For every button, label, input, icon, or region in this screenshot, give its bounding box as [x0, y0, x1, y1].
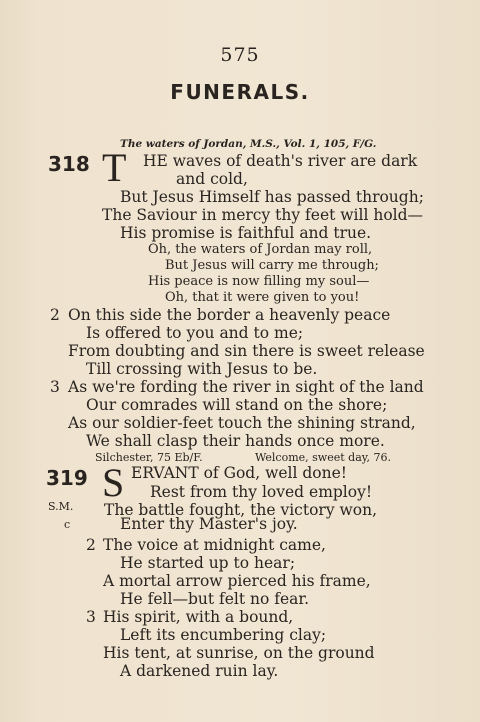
hymn-319-dropcap: S — [102, 460, 125, 505]
hymn-319-verse-2-line-3: A mortal arrow pierced his frame, — [103, 572, 371, 590]
hymn-319-line-3: The battle fought, the victory won, — [104, 501, 378, 519]
hymn-319-verse-3-number: 3 — [86, 608, 96, 626]
hymn-318-verse-2-line-2: Is offered to you and to me; — [86, 324, 304, 342]
hymn-318-chorus-4: Oh, that it were given to you! — [165, 290, 360, 305]
hymn-318-tune: The waters of Jordan, M.S., Vol. 1, 105, F/G. — [120, 138, 377, 150]
hymn-318-line-1: HE waves of death's river are dark — [143, 152, 418, 170]
hymn-318-line-2: and cold, — [176, 170, 248, 188]
hymn-318-verse-2-line-1: On this side the border a heavenly peace — [68, 306, 391, 324]
hymn-318-verse-2-line-3: From doubting and sin there is sweet release — [68, 342, 425, 360]
hymn-318-chorus-1: Oh, the waters of Jordan may roll, — [148, 242, 373, 257]
hymn-319-verse-2-line-4: He fell—but felt no fear. — [120, 590, 310, 608]
page-number: 575 — [220, 44, 260, 66]
hymn-319-line-4: Enter thy Master's joy. — [120, 515, 298, 533]
hymn-318-verse-2-line-4: Till crossing with Jesus to be. — [86, 360, 318, 378]
hymn-319-verse-2-line-1: The voice at midnight came, — [103, 536, 326, 554]
hymn-318-line-4: The Saviour in mercy thy feet will hold— — [102, 206, 424, 224]
hymn-318-chorus-3: His peace is now filling my soul— — [148, 274, 370, 289]
hymn-319-line-1: ERVANT of God, well done! — [131, 464, 348, 482]
hymn-319-tune-right: Welcome, sweet day, 76. — [255, 451, 391, 464]
hymn-318-dropcap: T — [102, 145, 127, 190]
hymn-319-tune-left: Silchester, 75 Eb/F. — [95, 451, 203, 464]
hymn-319-verse-2-number: 2 — [86, 536, 96, 554]
hymn-318-line-3: But Jesus Himself has passed through; — [120, 188, 424, 206]
hymn-319-verse-3-line-1: His spirit, with a bound, — [103, 608, 294, 626]
hymn-318-verse-2-number: 2 — [50, 306, 60, 324]
hymn-319-meter: S.M. — [48, 500, 74, 513]
hymn-319-key: c — [64, 518, 71, 531]
hymn-318-line-5: His promise is faithful and true. — [120, 224, 372, 242]
hymn-319-verse-2-line-2: He started up to hear; — [120, 554, 296, 572]
hymn-318-verse-3-line-4: We shall clasp their hands once more. — [86, 432, 385, 450]
hymn-319-number: 319 — [46, 466, 88, 490]
hymn-318-verse-3-line-3: As our soldier-feet touch the shining strand, — [68, 414, 416, 432]
hymn-318-verse-3-line-1: As we're fording the river in sight of the land — [68, 378, 424, 396]
hymn-318-verse-3-line-2: Our comrades will stand on the shore; — [86, 396, 388, 414]
hymn-319-line-2: Rest from thy loved employ! — [150, 483, 373, 501]
hymn-319-verse-3-line-4: A darkened ruin lay. — [120, 662, 279, 680]
hymn-318-chorus-2: But Jesus will carry me through; — [165, 258, 379, 273]
hymn-318-verse-3-number: 3 — [50, 378, 60, 396]
hymn-319-verse-3-line-3: His tent, at sunrise, on the ground — [103, 644, 375, 662]
section-title: FUNERALS. — [170, 80, 310, 104]
hymn-318-number: 318 — [48, 152, 90, 176]
hymn-319-verse-3-line-2: Left its encumbering clay; — [120, 626, 327, 644]
